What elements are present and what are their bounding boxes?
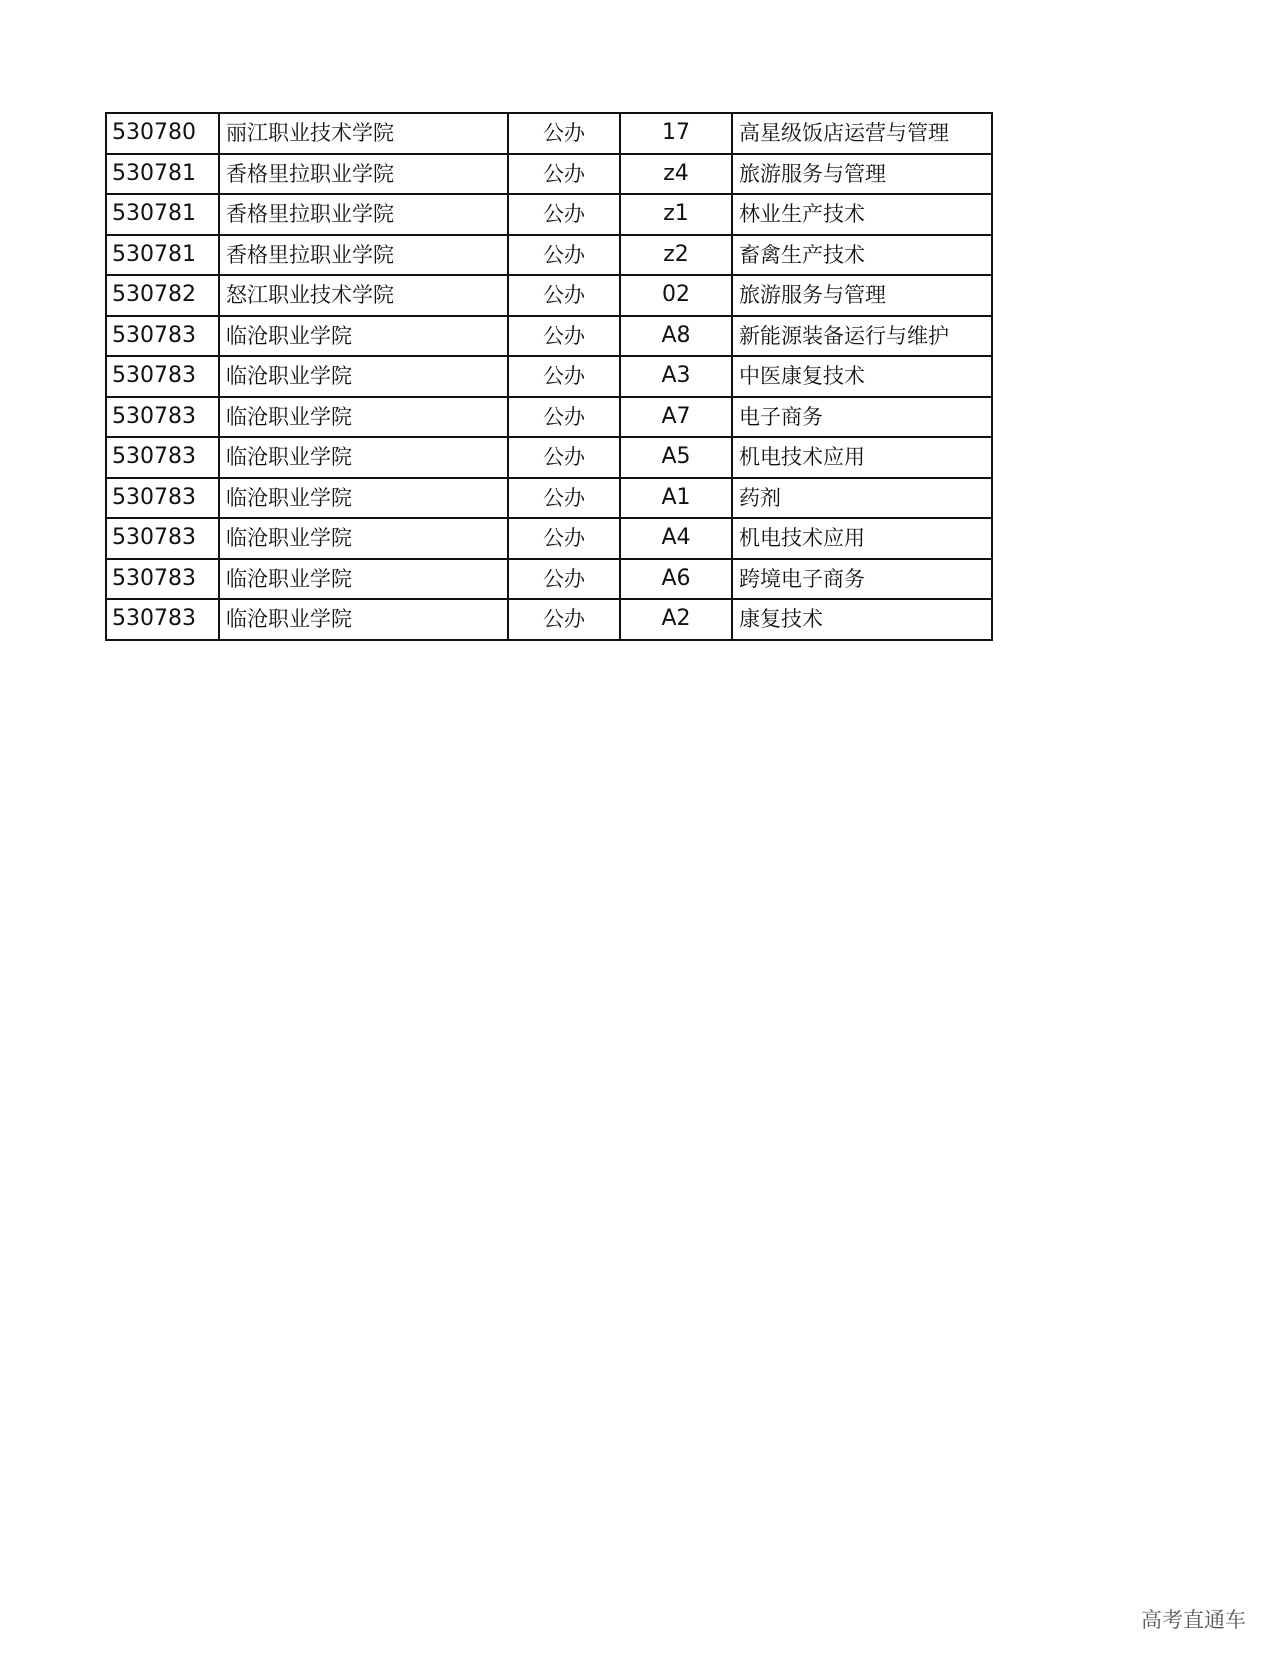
major-code-cell: A2 xyxy=(620,599,732,640)
school-name-cell: 香格里拉职业学院 xyxy=(219,235,508,276)
school-code-cell: 530783 xyxy=(106,316,219,357)
table-row xyxy=(106,194,992,235)
school-type-cell: 公办 xyxy=(508,275,620,316)
school-type-cell: 公办 xyxy=(508,437,620,478)
school-code-cell: 530781 xyxy=(106,154,219,195)
school-name-cell: 临沧职业学院 xyxy=(219,518,508,559)
major-name-cell: 康复技术 xyxy=(732,599,992,640)
major-code-cell: A6 xyxy=(620,559,732,600)
major-name-cell: 药剂 xyxy=(732,478,992,519)
school-name-cell: 丽江职业技术学院 xyxy=(219,113,508,154)
major-name-cell: 跨境电子商务 xyxy=(732,559,992,600)
major-code-cell: A1 xyxy=(620,478,732,519)
school-code-cell: 530783 xyxy=(106,518,219,559)
major-name-cell: 机电技术应用 xyxy=(732,437,992,478)
table-row xyxy=(106,559,992,600)
school-code-cell: 530783 xyxy=(106,599,219,640)
school-type-cell: 公办 xyxy=(508,559,620,600)
table-row xyxy=(106,437,992,478)
school-name-cell: 临沧职业学院 xyxy=(219,437,508,478)
school-type-cell: 公办 xyxy=(508,154,620,195)
major-code-cell: A8 xyxy=(620,316,732,357)
school-name-cell: 香格里拉职业学院 xyxy=(219,194,508,235)
school-name-cell: 临沧职业学院 xyxy=(219,356,508,397)
watermark-text: 高考直通车 xyxy=(1141,1608,1246,1632)
school-code-cell: 530783 xyxy=(106,356,219,397)
major-name-cell: 林业生产技术 xyxy=(732,194,992,235)
table-row xyxy=(106,113,992,154)
major-code-cell: A3 xyxy=(620,356,732,397)
table-row xyxy=(106,478,992,519)
school-type-cell: 公办 xyxy=(508,194,620,235)
major-code-cell: z1 xyxy=(620,194,732,235)
school-type-cell: 公办 xyxy=(508,397,620,438)
school-code-cell: 530783 xyxy=(106,478,219,519)
school-code-cell: 530780 xyxy=(106,113,219,154)
school-type-cell: 公办 xyxy=(508,518,620,559)
school-type-cell: 公办 xyxy=(508,316,620,357)
major-name-cell: 电子商务 xyxy=(732,397,992,438)
major-code-cell: z4 xyxy=(620,154,732,195)
table-row xyxy=(106,356,992,397)
table-row xyxy=(106,599,992,640)
major-name-cell: 机电技术应用 xyxy=(732,518,992,559)
school-code-cell: 530781 xyxy=(106,235,219,276)
school-name-cell: 临沧职业学院 xyxy=(219,316,508,357)
school-name-cell: 临沧职业学院 xyxy=(219,599,508,640)
school-type-cell: 公办 xyxy=(508,235,620,276)
table-row xyxy=(106,397,992,438)
major-name-cell: 旅游服务与管理 xyxy=(732,275,992,316)
table-row xyxy=(106,518,992,559)
school-name-cell: 临沧职业学院 xyxy=(219,478,508,519)
table-row xyxy=(106,275,992,316)
school-name-cell: 临沧职业学院 xyxy=(219,397,508,438)
school-name-cell: 香格里拉职业学院 xyxy=(219,154,508,195)
school-type-cell: 公办 xyxy=(508,113,620,154)
school-code-cell: 530781 xyxy=(106,194,219,235)
table-row xyxy=(106,154,992,195)
major-name-cell: 畜禽生产技术 xyxy=(732,235,992,276)
major-code-cell: 02 xyxy=(620,275,732,316)
major-code-cell: 17 xyxy=(620,113,732,154)
school-type-cell: 公办 xyxy=(508,599,620,640)
school-type-cell: 公办 xyxy=(508,356,620,397)
major-code-cell: A5 xyxy=(620,437,732,478)
school-name-cell: 怒江职业技术学院 xyxy=(219,275,508,316)
admissions-table xyxy=(105,112,993,641)
school-code-cell: 530783 xyxy=(106,437,219,478)
table-body xyxy=(106,113,992,640)
table-row xyxy=(106,316,992,357)
major-code-cell: A4 xyxy=(620,518,732,559)
major-name-cell: 高星级饭店运营与管理 xyxy=(732,113,992,154)
school-code-cell: 530782 xyxy=(106,275,219,316)
major-name-cell: 中医康复技术 xyxy=(732,356,992,397)
major-code-cell: z2 xyxy=(620,235,732,276)
major-code-cell: A7 xyxy=(620,397,732,438)
table-row xyxy=(106,235,992,276)
school-type-cell: 公办 xyxy=(508,478,620,519)
school-code-cell: 530783 xyxy=(106,397,219,438)
major-name-cell: 旅游服务与管理 xyxy=(732,154,992,195)
school-name-cell: 临沧职业学院 xyxy=(219,559,508,600)
major-name-cell: 新能源装备运行与维护 xyxy=(732,316,992,357)
school-code-cell: 530783 xyxy=(106,559,219,600)
